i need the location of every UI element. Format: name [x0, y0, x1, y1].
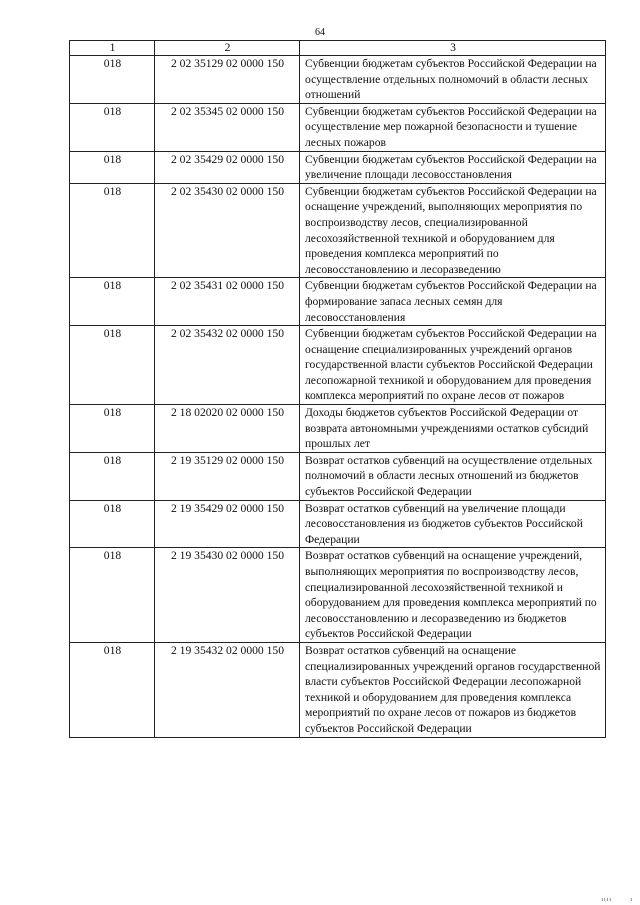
- revenue-name-cell: Возврат остатков субвенций на оснащение учреждений, выполняющих мероприятия по воспроизводству лесов, специализированной лесохозяйственной техникой и оборудованием для проведения комплекса мероприятий по лесовосстановлению и лесоразведению из бюджетов субъектов Российской Федерации: [300, 548, 606, 643]
- admin-code-cell: 018: [70, 452, 155, 500]
- revenue-name-cell: Субвенции бюджетам субъектов Российской Федерации на оснащение специализированных учреждений органов государственной власти субъектов Российской Федерации лесопожарной техникой и оборудованием для проведения комплекса мероприятий по охране лесов от пожаров: [300, 326, 606, 405]
- admin-code-cell: 018: [70, 405, 155, 453]
- revenue-code-cell: 2 02 35129 02 0000 150: [155, 56, 300, 104]
- table-header-row: [70, 41, 606, 56]
- revenue-name-cell: Возврат остатков субвенций на оснащение специализированных учреждений органов государственной власти субъектов Российской Федерации лесопожарной техникой и оборудованием для проведения комплекса мероприятий по охране лесов от пожаров из бюджетов субъектов Российской Федерации: [300, 642, 606, 737]
- footer-scan-mark: ıııı: [601, 897, 612, 903]
- admin-code-cell: 018: [70, 278, 155, 326]
- admin-code-cell: 018: [70, 183, 155, 278]
- table-row: [70, 500, 606, 548]
- admin-code-cell: 018: [70, 103, 155, 151]
- table-row: [70, 452, 606, 500]
- table-row: [70, 151, 606, 183]
- revenue-name-cell: Доходы бюджетов субъектов Российской Федерации от возврата автономными учреждениями остатков субсидий прошлых лет: [300, 405, 606, 453]
- admin-code-cell: 018: [70, 326, 155, 405]
- revenue-name-cell: Субвенции бюджетам субъектов Российской Федерации на увеличение площади лесовосстановления: [300, 151, 606, 183]
- revenue-code-cell: 2 18 02020 02 0000 150: [155, 405, 300, 453]
- revenue-code-cell: 2 19 35430 02 0000 150: [155, 548, 300, 643]
- column-header-3: 3: [300, 41, 606, 56]
- page-number: 64: [315, 27, 325, 38]
- revenue-name-cell: Субвенции бюджетам субъектов Российской Федерации на осуществление отдельных полномочий в области лесных отношений: [300, 56, 606, 104]
- revenue-code-cell: 2 02 35431 02 0000 150: [155, 278, 300, 326]
- budget-revenue-table: [69, 40, 606, 738]
- table-row: [70, 405, 606, 453]
- table-row: [70, 183, 606, 278]
- admin-code-cell: 018: [70, 500, 155, 548]
- revenue-code-cell: 2 02 35429 02 0000 150: [155, 151, 300, 183]
- revenue-name-cell: Субвенции бюджетам субъектов Российской Федерации на формирование запаса лесных семян для лесовосстановления: [300, 278, 606, 326]
- revenue-name-cell: Возврат остатков субвенций на осуществление отдельных полномочий в области лесных отношений из бюджетов субъектов Российской Федерации: [300, 452, 606, 500]
- revenue-code-cell: 2 02 35432 02 0000 150: [155, 326, 300, 405]
- column-header-2: 2: [155, 41, 300, 56]
- column-header-1: 1: [70, 41, 155, 56]
- footer-scan-dot: ı: [630, 897, 632, 903]
- table-row: [70, 103, 606, 151]
- table-row: [70, 56, 606, 104]
- revenue-code-cell: 2 19 35432 02 0000 150: [155, 642, 300, 737]
- table-row: [70, 642, 606, 737]
- admin-code-cell: 018: [70, 151, 155, 183]
- revenue-name-cell: Субвенции бюджетам субъектов Российской Федерации на оснащение учреждений, выполняющих мероприятия по воспроизводству лесов, специализированной лесохозяйственной техникой и оборудованием для проведения комплекса мероприятий по лесовосстановлению и лесоразведению: [300, 183, 606, 278]
- revenue-code-cell: 2 02 35345 02 0000 150: [155, 103, 300, 151]
- admin-code-cell: 018: [70, 642, 155, 737]
- revenue-code-cell: 2 02 35430 02 0000 150: [155, 183, 300, 278]
- admin-code-cell: 018: [70, 56, 155, 104]
- revenue-name-cell: Субвенции бюджетам субъектов Российской Федерации на осуществление мер пожарной безопасности и тушение лесных пожаров: [300, 103, 606, 151]
- revenue-name-cell: Возврат остатков субвенций на увеличение площади лесовосстановления из бюджетов субъектов Российской Федерации: [300, 500, 606, 548]
- revenue-code-cell: 2 19 35129 02 0000 150: [155, 452, 300, 500]
- table-row: [70, 326, 606, 405]
- table-row: [70, 548, 606, 643]
- admin-code-cell: 018: [70, 548, 155, 643]
- revenue-code-cell: 2 19 35429 02 0000 150: [155, 500, 300, 548]
- table-row: [70, 278, 606, 326]
